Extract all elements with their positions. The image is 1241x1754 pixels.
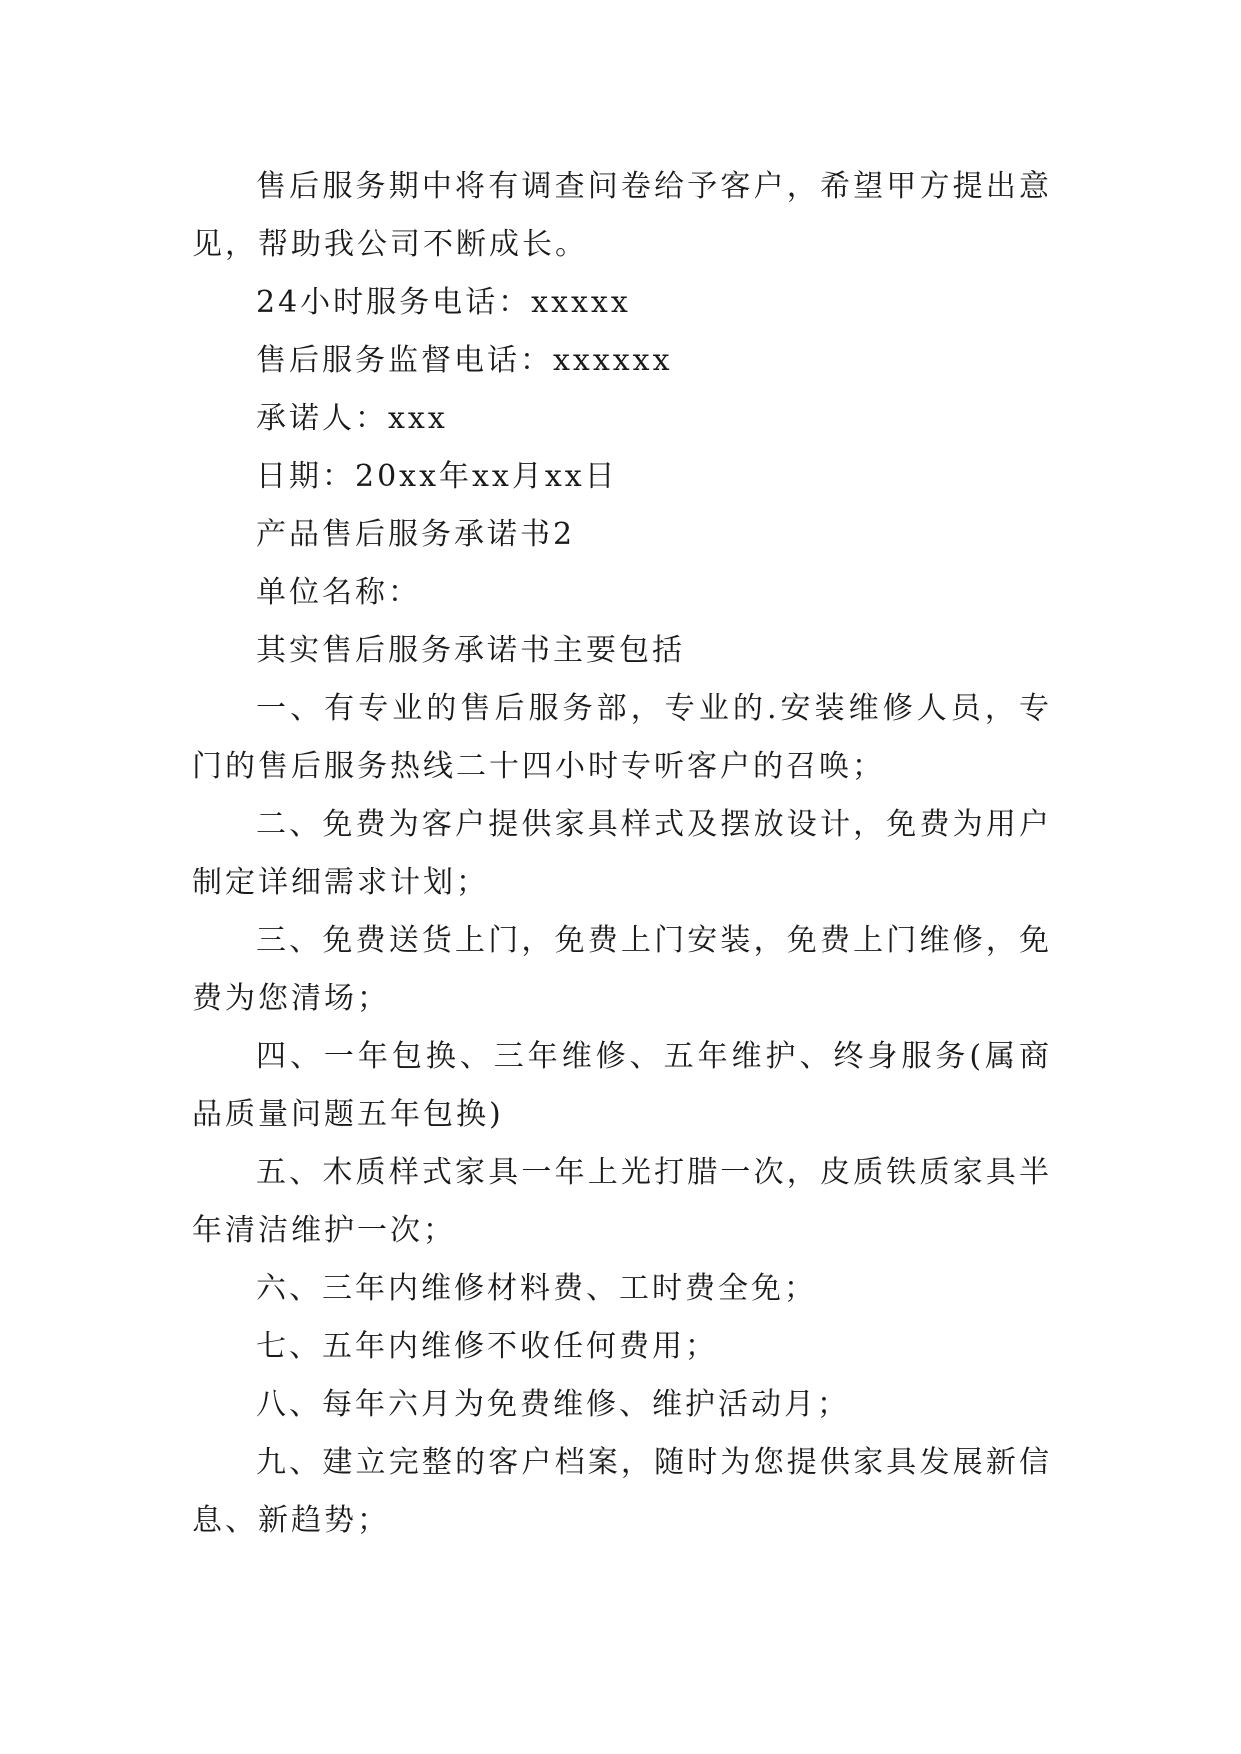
list-item: 六、三年内维修材料费、工时费全免； [256, 1271, 817, 1306]
paragraph-unit-name: 单位名称： [256, 575, 421, 610]
list-item: 八、每年六月为免费维修、维护活动月； [256, 1387, 850, 1422]
paragraph-supervision-phone: 售后服务监督电话：xxxxxx [256, 343, 673, 378]
list-item: 四、一年包换、三年维修、五年维护、终身服务(属商品质量问题五年包换) [192, 1039, 1052, 1132]
list-item: 七、五年内维修不收任何费用； [256, 1329, 718, 1364]
list-item: 九、建立完整的客户档案，随时为您提供家具发展新信息、新趋势； [192, 1445, 1052, 1538]
paragraph-survey: 售后服务期中将有调查问卷给予客户，希望甲方提出意见，帮助我公司不断成长。 [192, 169, 1052, 262]
list-item: 二、免费为客户提供家具样式及摆放设计，免费为用户制定详细需求计划； [192, 807, 1052, 900]
list-item: 三、免费送货上门，免费上门安装，免费上门维修，免费为您清场； [192, 923, 1052, 1016]
paragraph-date: 日期：20xx年xx月xx日 [256, 459, 618, 494]
paragraph-service-phone: 24小时服务电话：xxxxx [256, 285, 631, 320]
document-body [192, 158, 1052, 1550]
list-item: 一、有专业的售后服务部，专业的.安装维修人员，专门的售后服务热线二十四小时专听客户的召唤； [192, 691, 1052, 784]
paragraph-intro: 其实售后服务承诺书主要包括 [256, 633, 685, 668]
paragraph-promisor: 承诺人：xxx [256, 401, 448, 436]
section-title: 产品售后服务承诺书2 [256, 517, 576, 552]
list-item: 五、木质样式家具一年上光打腊一次，皮质铁质家具半年清洁维护一次； [192, 1155, 1052, 1248]
